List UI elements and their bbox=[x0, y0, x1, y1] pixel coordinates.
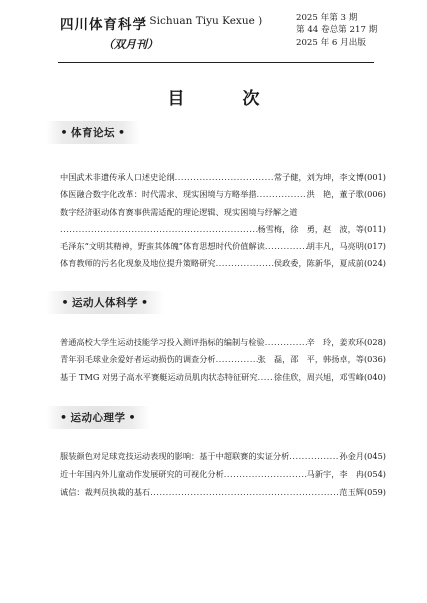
entry-page: (001) bbox=[363, 172, 386, 182]
dot-leader bbox=[289, 451, 339, 461]
entry-authors: 辛 玲，姜欢环 bbox=[306, 337, 364, 347]
toc-entry[interactable] bbox=[60, 451, 386, 461]
entry-title: 基于 TMG 对男子高水平赛艇运动员肌肉状态特征研究 bbox=[60, 372, 258, 382]
entry-authors: 洪 艳，董子歌 bbox=[306, 189, 364, 199]
toc-entry-title-line[interactable] bbox=[60, 207, 386, 217]
entry-authors: 常子健，刘为坤，李文博 bbox=[273, 172, 364, 182]
journal-name: 四川体育科学 bbox=[60, 17, 147, 33]
issue-number: 2025 年第 3 期 bbox=[296, 13, 358, 23]
toc-entry[interactable] bbox=[60, 372, 386, 382]
dot-leader bbox=[216, 258, 274, 268]
toc-entry[interactable] bbox=[60, 487, 386, 497]
dot-leader bbox=[224, 469, 307, 479]
toc-entry-continuation[interactable] bbox=[60, 224, 386, 234]
dot-leader bbox=[60, 224, 258, 234]
dot-leader bbox=[216, 354, 258, 364]
entry-title: 中国武术非遗传承人口述史论纲 bbox=[60, 172, 175, 182]
section-label: 体育论坛 bbox=[71, 127, 115, 139]
section-banner-human-science bbox=[46, 291, 164, 314]
entry-title: 普通高校大学生运动技能学习投入测评指标的编制与检验 bbox=[60, 337, 265, 347]
entry-title: 诚信：裁判员执裁的基石 bbox=[60, 487, 151, 497]
entry-authors: 范玉辉 bbox=[339, 487, 364, 497]
entry-authors: 胡丰凡，马亮明 bbox=[306, 241, 364, 251]
publish-date: 2025 年 6 月出版 bbox=[296, 37, 366, 48]
entry-authors: 徐佳欣，周兴旭，邓雪峰 bbox=[273, 372, 364, 382]
toc-entry[interactable] bbox=[60, 258, 386, 268]
volume-number: 第 44 卷总第 217 期 bbox=[296, 25, 378, 36]
toc-entry[interactable] bbox=[60, 337, 386, 347]
entry-page: (054) bbox=[363, 469, 386, 479]
entry-authors: 杨雪梅，徐 勇，赵 波，等 bbox=[257, 224, 364, 234]
dot-leader bbox=[258, 372, 274, 382]
dot-leader bbox=[150, 487, 339, 497]
bullet-icon: • bbox=[128, 411, 137, 424]
header-divider bbox=[58, 62, 374, 63]
entry-authors: 侯政委，陈新华，夏成前 bbox=[273, 258, 364, 268]
entry-page: (036) bbox=[363, 354, 386, 364]
entry-title: 近十年国内外儿童动作发展研究的可视化分析 bbox=[60, 469, 224, 479]
bullet-icon: • bbox=[118, 126, 126, 139]
dot-leader bbox=[257, 189, 307, 199]
entry-page: (017) bbox=[363, 241, 386, 251]
entry-page: (028) bbox=[363, 337, 386, 347]
bullet-icon: • bbox=[61, 296, 69, 309]
section-banner-psychology bbox=[46, 406, 150, 429]
toc-title: 目 次 bbox=[167, 89, 286, 109]
entry-page: (011) bbox=[363, 224, 386, 234]
toc-entry[interactable] bbox=[60, 354, 386, 364]
entry-page: (045) bbox=[363, 451, 386, 461]
bullet-icon: • bbox=[60, 126, 68, 139]
entry-authors: 马新宇，李 冉 bbox=[306, 469, 364, 479]
issue-info bbox=[296, 12, 377, 49]
section-banner-forum bbox=[46, 121, 140, 144]
bullet-icon: • bbox=[141, 296, 149, 309]
dot-leader bbox=[265, 241, 307, 251]
entry-page: (059) bbox=[363, 487, 386, 497]
entry-title: 体医融合数字化改革：时代需求、现实困境与方略举措 bbox=[60, 189, 257, 199]
section-label: 运动心理学 bbox=[70, 412, 126, 424]
toc-entry[interactable] bbox=[60, 172, 386, 182]
entry-page: (040) bbox=[363, 372, 386, 382]
entry-title: 毛泽东“文明其精神，野蛮其体魄”体育思想时代价值解读 bbox=[60, 241, 265, 251]
entry-page: (024) bbox=[363, 258, 386, 268]
bullet-icon: • bbox=[59, 411, 68, 424]
section-label: 运动人体科学 bbox=[72, 297, 138, 309]
entry-title: 服装颜色对足球竞技运动表现的影响：基于中超联赛的实证分析 bbox=[60, 451, 290, 461]
toc-entry[interactable] bbox=[60, 469, 386, 479]
entry-page: (006) bbox=[363, 189, 386, 199]
journal-roman-name: ( Sichuan Tiyu Kexue ) bbox=[142, 15, 263, 27]
publication-frequency: （双月刊） bbox=[103, 38, 158, 51]
toc-entry[interactable] bbox=[60, 241, 386, 251]
toc-entry[interactable] bbox=[60, 189, 386, 199]
entry-authors: 张 磊，邵 平，韩扬卓，等 bbox=[257, 354, 364, 364]
entry-title: 体育教师的污名化现象及地位提升策略研究 bbox=[60, 258, 216, 268]
entry-authors: 孙金月 bbox=[339, 451, 364, 461]
dot-leader bbox=[175, 172, 274, 182]
entry-title: 青年羽毛球业余爱好者运动损伤的调查分析 bbox=[60, 354, 216, 364]
entry-title: 数字经济驱动体育赛事供需适配的理论逻辑、现实困境与纾解之道 bbox=[60, 207, 298, 217]
dot-leader bbox=[265, 337, 307, 347]
